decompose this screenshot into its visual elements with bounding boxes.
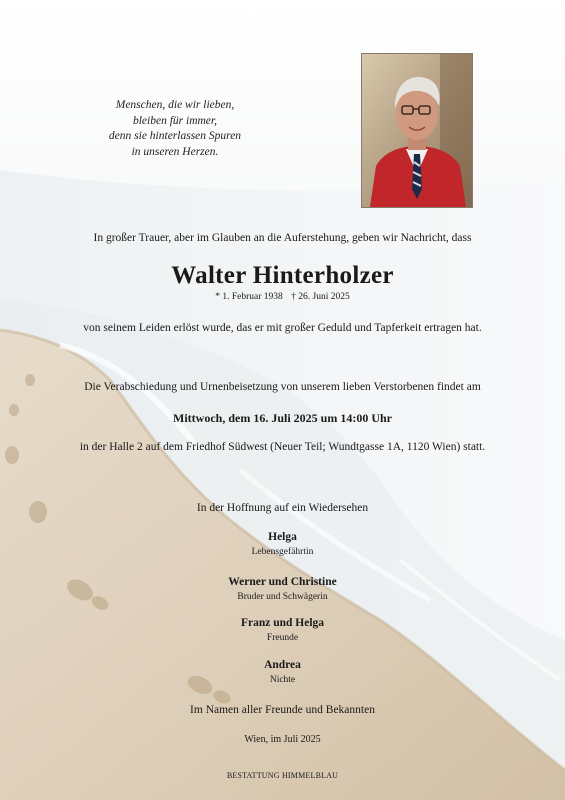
passing-text: von seinem Leiden erlöst wurde, das er mit großer Geduld und Tapferkeit ertragen hat. [83,322,482,334]
ceremony-location: in der Halle 2 auf dem Friedhof Südwest (Neuer Teil; Wundtgasse 1A, 1120 Wien) statt. [79,441,486,453]
quote-line: in unseren Herzen. [131,145,219,158]
ceremony-date: Mittwoch, dem 16. Juli 2025 um 14:00 Uhr [173,411,392,425]
funeral-home: BESTATTUNG HIMMELBLAU [226,771,339,780]
portrait-photo [361,53,473,208]
mourner-name: Andrea [264,659,301,671]
death-date: † 26. Juni 2025 [291,292,350,302]
intro-text: In großer Trauer, aber im Glauben an die Auferstehung, geben wir Nachricht, dass [93,232,472,244]
ceremony-intro: Die Verabschiedung und Urnenbeisetzung von unserem lieben Verstorbenen findet am [84,381,481,393]
mourner-name: Werner und Christine [228,576,337,588]
mourner-relation: Nichte [269,675,296,685]
birth-date: * 1. Februar 1938 [215,292,283,302]
mourner-name: Franz und Helga [240,617,325,629]
quote-line: denn sie hinterlassen Spuren [108,130,242,142]
mourner-relation: Freunde [266,633,299,643]
mourner-name: Helga [268,531,297,543]
deceased-name: Walter Hinterholzer [171,262,394,289]
mourner-relation: Lebensgefährtin [251,547,314,557]
memorial-quote [85,98,265,160]
quote-line: bleiben für immer, [132,114,217,127]
life-dates [0,292,565,302]
hope-text: In der Hoffnung auf ein Wiedersehen [196,502,369,514]
quote-line: Menschen, die wir lieben, [115,99,235,111]
closing-text: Im Namen aller Freunde und Bekannten [190,704,375,716]
mourner-relation: Bruder und Schwägerin [237,592,328,602]
place-date: Wien, im Juli 2025 [244,734,321,745]
